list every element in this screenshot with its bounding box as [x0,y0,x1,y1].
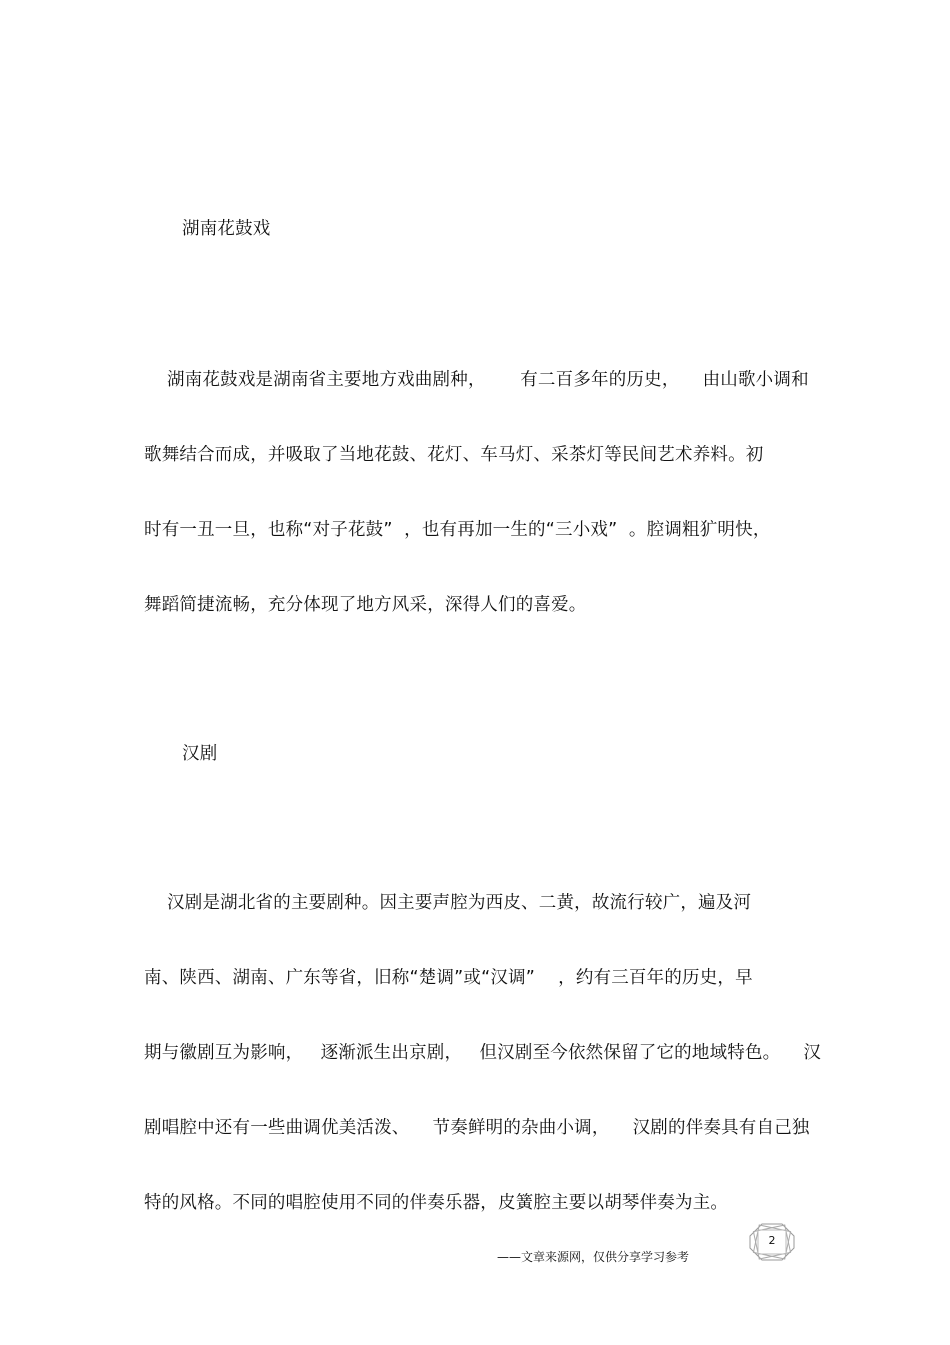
paragraph-line: 汉剧是湖北省的主要剧种。因主要声腔为西皮、二黄，故流行较广，遍及河 [144,893,752,913]
page-number-badge [748,1222,796,1262]
paragraph-line: 剧唱腔中还有一些曲调优美活泼、 节奏鲜明的杂曲小调， 汉剧的伴奏具有自己独 [144,1118,810,1138]
footer-source-note: ——文章来源网，仅供分享学习参考 [497,1250,690,1264]
paragraph-line: 时有一丑一旦，也称“对子花鼓” ，也有再加一生的“三小戏” 。腔调粗犷明快， [144,520,771,540]
paragraph-line: 歌舞结合而成，并吸取了当地花鼓、花灯、车马灯、采茶灯等民间艺术养料。初 [144,445,764,465]
paragraph-line: 舞蹈简捷流畅，充分体现了地方风采，深得人们的喜爱。 [144,595,587,615]
section-title-huagu: 湖南花鼓戏 [182,219,271,239]
section-title-hanju: 汉剧 [182,744,218,764]
paragraph-line: 期与徽剧互为影响， 逐渐派生出京剧， 但汉剧至今依然保留了它的地域特色。 汉 [144,1043,822,1063]
page-number: 2 [768,1234,776,1247]
paragraph-line: 南、陕西、湖南、广东等省，旧称“楚调”或“汉调” ，约有三百年的历史，早 [144,968,753,988]
paragraph-line: 湖南花鼓戏是湖南省主要地方戏曲剧种， 有二百多年的历史， 由山歌小调和 [144,370,809,390]
paragraph-line: 特的风格。不同的唱腔使用不同的伴奏乐器，皮簧腔主要以胡琴伴奏为主。 [144,1193,729,1213]
